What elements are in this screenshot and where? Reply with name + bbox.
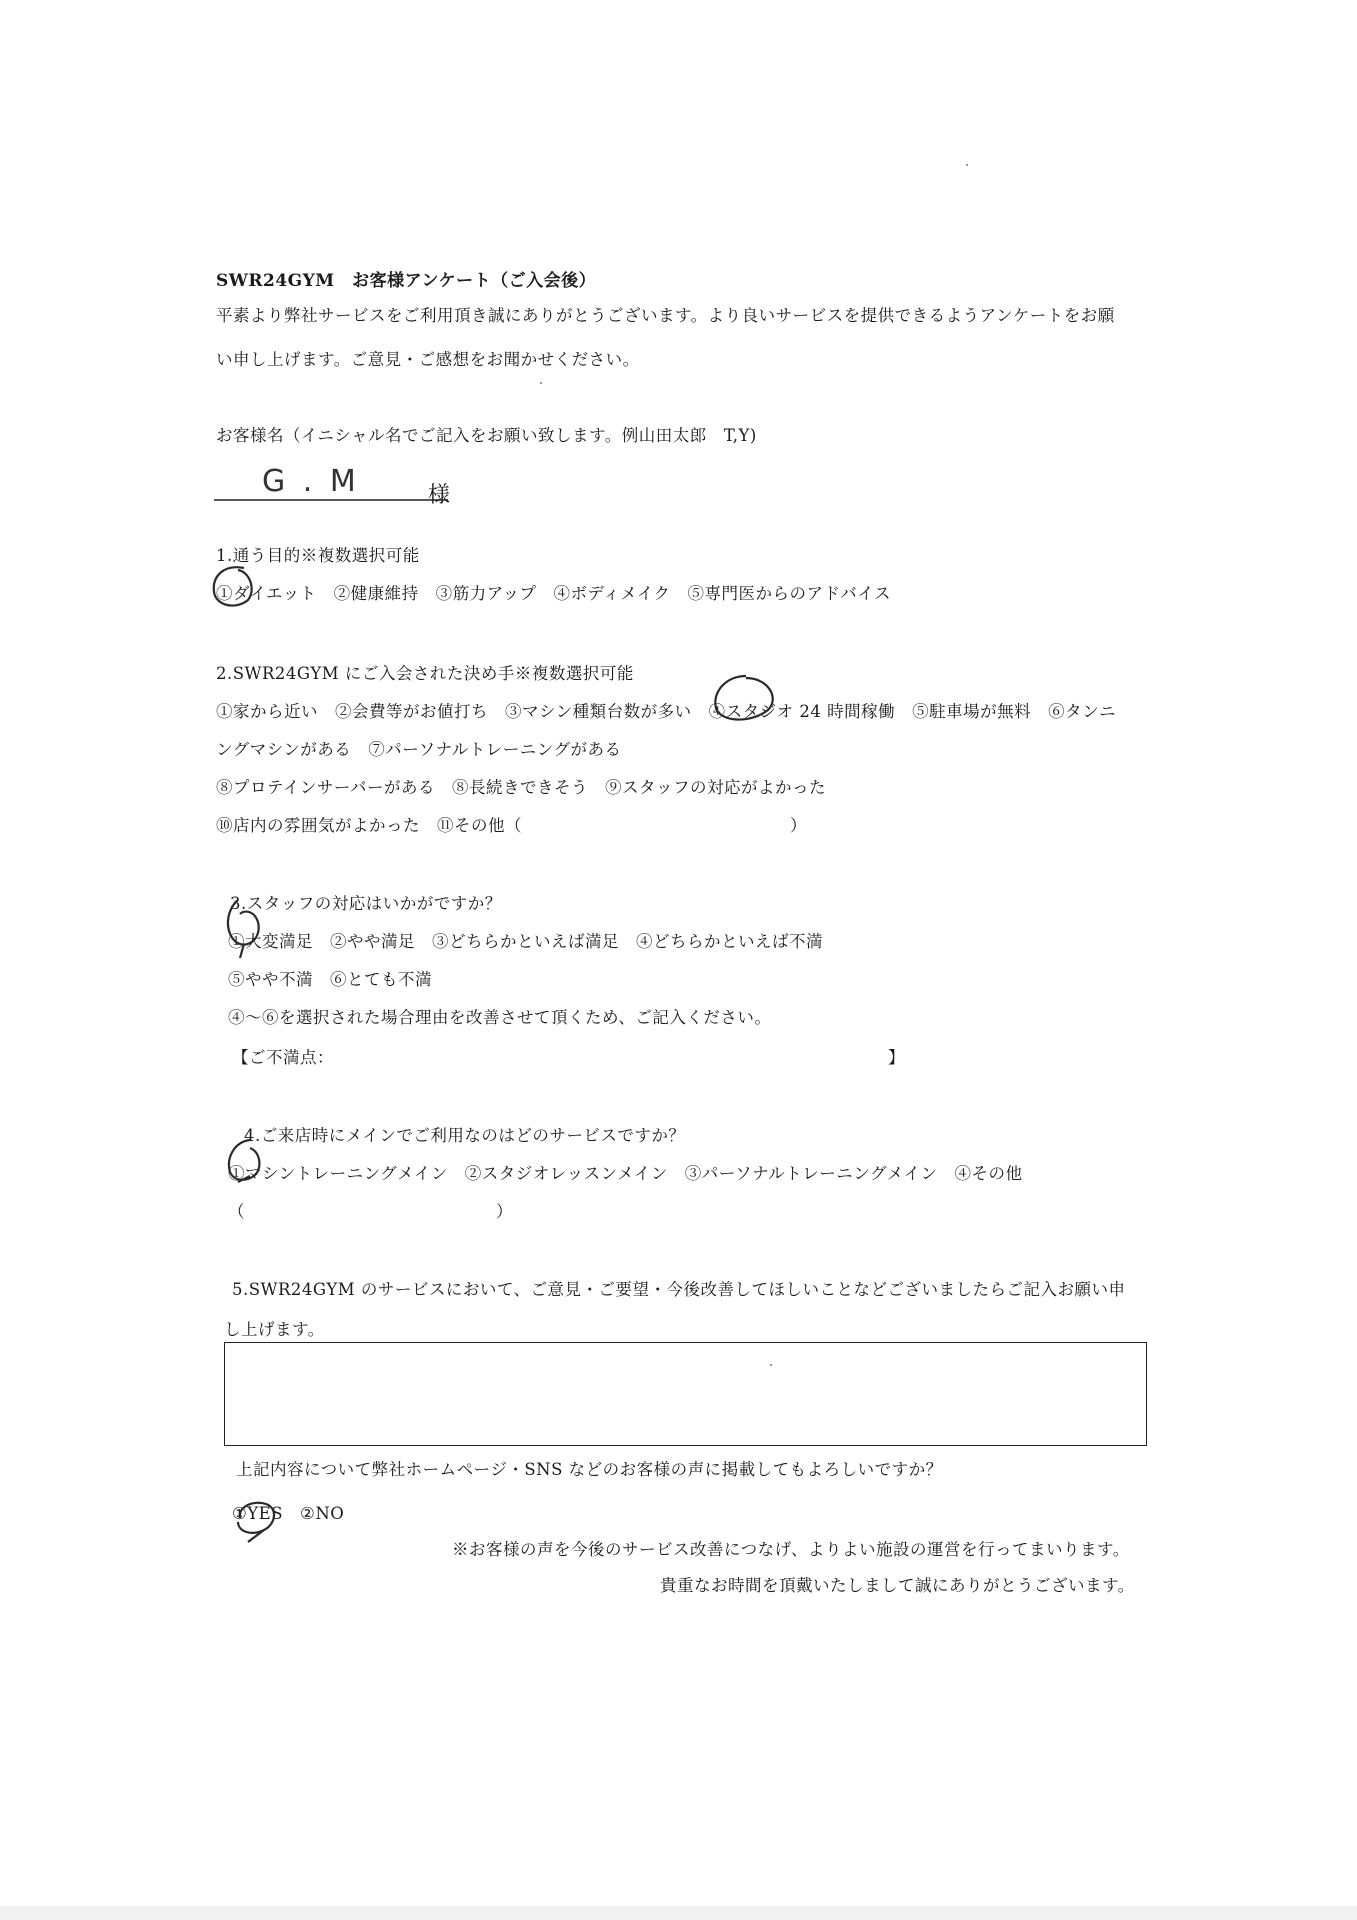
- q1-circle-mark: [206, 560, 266, 616]
- q2-options-line-1: ①家から近い ②会費等がお値打ち ③マシン種類台数が多い ④スタジオ 24 時間稼働 ⑤駐車場が無料 ⑥タンニ: [216, 702, 1117, 721]
- q3-options-line-1: ①大変満足 ②やや満足 ③どちらかといえば満足 ④どちらかといえば不満: [228, 932, 823, 951]
- customer-name-label: お客様名（イニシャル名でご記入をお願い致します。例山田太郎 T,Y): [216, 426, 757, 445]
- q2-options-line-4: ⑩店内の雰囲気がよかった ⑪その他（: [216, 816, 522, 835]
- customer-name-handwritten: G . M: [262, 464, 360, 499]
- q2-circle-mark: [706, 668, 782, 732]
- q5-title-line-1: 5.SWR24GYM のサービスにおいて、ご意見・ご要望・今後改善してほしいことなどございましたらご記入お願い申: [232, 1280, 1126, 1299]
- q3-options-line-2: ⑤やや不満 ⑥とても不満: [228, 970, 432, 989]
- q3-complaint-close: 】: [888, 1048, 905, 1067]
- consent-circle-mark: [224, 1488, 294, 1548]
- name-underline: [212, 490, 452, 510]
- scan-speck: [770, 1364, 772, 1366]
- q5-comment-box[interactable]: [224, 1342, 1147, 1446]
- footer-note: ※お客様の声を今後のサービス改善につなげ、よりよい施設の運営を行ってまいります。: [452, 1540, 1130, 1559]
- q3-instruction: ④～⑥を選択された場合理由を改善させて頂くため、ご記入ください。: [228, 1008, 772, 1027]
- q2-other-close-paren: ）: [790, 816, 807, 835]
- q1-options: ①ダイエット ②健康維持 ③筋力アップ ④ボディメイク ⑤専門医からのアドバイス: [216, 584, 892, 603]
- q3-title: 3.スタッフの対応はいかがですか？: [230, 894, 502, 913]
- q4-other-close-paren: ）: [496, 1202, 513, 1221]
- q2-title: 2.SWR24GYM にご入会された決め手※複数選択可能: [216, 664, 634, 683]
- scan-speck: [540, 382, 542, 384]
- consent-options: ①YES ②NO: [232, 1504, 345, 1523]
- q4-options: ①マシントレーニングメイン ②スタジオレッスンメイン ③パーソナルトレーニングメイン ④その他: [228, 1164, 1023, 1183]
- q3-complaint-label: 【ご不満点：: [232, 1048, 334, 1067]
- scan-speck: [966, 164, 968, 166]
- q3-circle-mark: [218, 892, 278, 962]
- consent-question: 上記内容について弊社ホームページ・SNS などのお客様の声に掲載してもよろしいですか？: [236, 1460, 943, 1479]
- q4-title: 4.ご来店時にメインでご利用なのはどのサービスですか？: [244, 1126, 686, 1145]
- intro-line-2: い申し上げます。ご意見・ご感想をお聞かせください。: [216, 350, 640, 369]
- footer-thanks: 貴重なお時間を頂戴いたしまして誠にありがとうございます。: [660, 1576, 1135, 1595]
- survey-title: SWR24GYM お客様アンケート（ご入会後）: [216, 271, 597, 291]
- q5-title-line-2: し上げます。: [224, 1320, 325, 1339]
- q2-options-line-2: ングマシンがある ⑦パーソナルトレーニングがある: [216, 740, 622, 759]
- q1-title: 1.通う目的※複数選択可能: [216, 546, 420, 565]
- scan-bottom-edge: [0, 1906, 1357, 1920]
- honorific-sama: 様: [428, 483, 451, 508]
- q4-other-open-paren: （: [228, 1202, 245, 1221]
- q2-options-line-3: ⑧プロテインサーバーがある ⑧長続きできそう ⑨スタッフの対応がよかった: [216, 778, 827, 797]
- q4-circle-mark: [220, 1134, 280, 1194]
- intro-line-1: 平素より弊社サービスをご利用頂き誠にありがとうございます。より良いサービスを提供できるようアンケートをお願: [216, 306, 1115, 325]
